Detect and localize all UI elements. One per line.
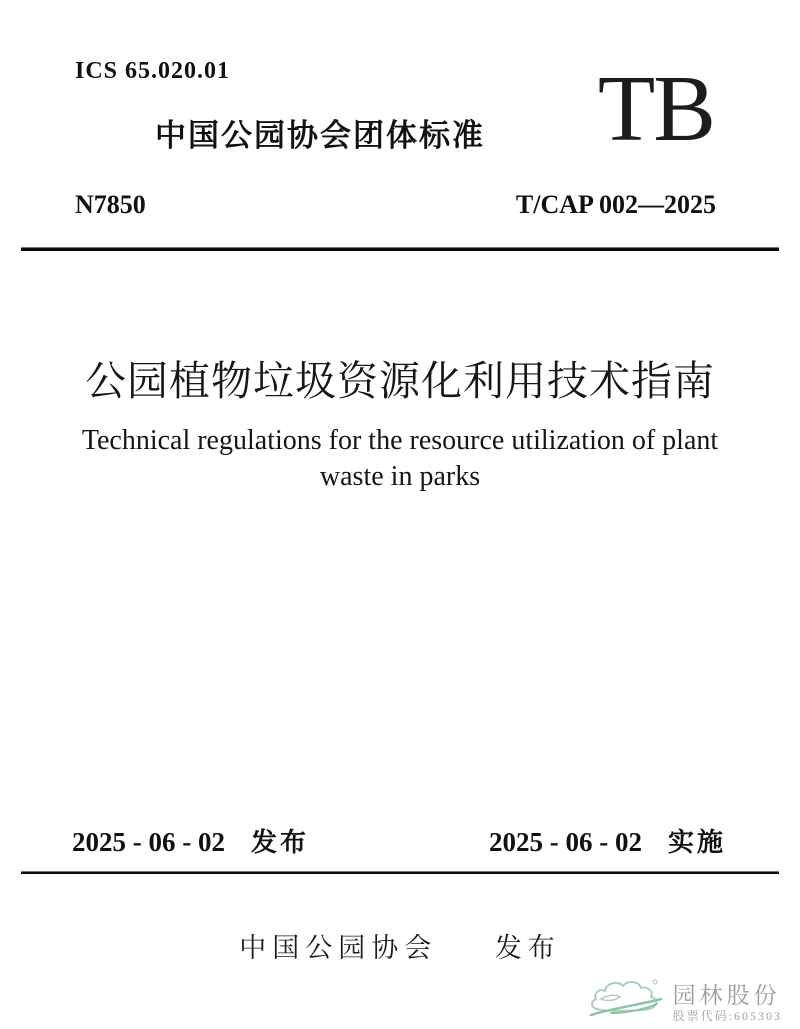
- org-standard-label: 中国公园协会团体标准: [155, 118, 485, 153]
- watermark-company-name: 园林股份: [672, 983, 781, 1008]
- company-watermark: [587, 975, 782, 1024]
- issue-date-group: [72, 822, 309, 859]
- issue-label: 发布: [250, 827, 309, 857]
- document-number-row: [75, 190, 716, 220]
- implementation-date-group: [489, 822, 726, 859]
- cloud-leaf-logo-icon: [587, 975, 667, 1024]
- watermark-text-block: [673, 983, 782, 1024]
- issue-date: 2025 - 06 - 02: [72, 827, 225, 857]
- watermark-stock-code: 股票代码:605303: [672, 1009, 782, 1023]
- dates-row: [72, 822, 726, 859]
- title-english-line2: waste in parks: [319, 461, 481, 492]
- implementation-label: 实施: [667, 827, 726, 857]
- publisher-row: [0, 926, 800, 965]
- title-english: [0, 423, 800, 495]
- footer-divider-rule: [21, 871, 779, 874]
- publisher-name: 中国公园协会: [239, 933, 438, 963]
- tb-standard-mark: TB: [597, 57, 714, 161]
- implementation-date: 2025 - 06 - 02: [489, 827, 642, 857]
- standard-number: T/CAP 002—2025: [515, 190, 716, 219]
- doc-class-number: N7850: [75, 190, 146, 219]
- publish-action-label: 发布: [494, 933, 561, 963]
- ics-code: ICS 65.020.01: [75, 58, 231, 84]
- title-english-line1: Technical regulations for the resource utilization of plant: [81, 425, 719, 456]
- header-divider-rule: [21, 247, 779, 251]
- title-chinese: 公园植物垃圾资源化利用技术指南: [85, 358, 715, 404]
